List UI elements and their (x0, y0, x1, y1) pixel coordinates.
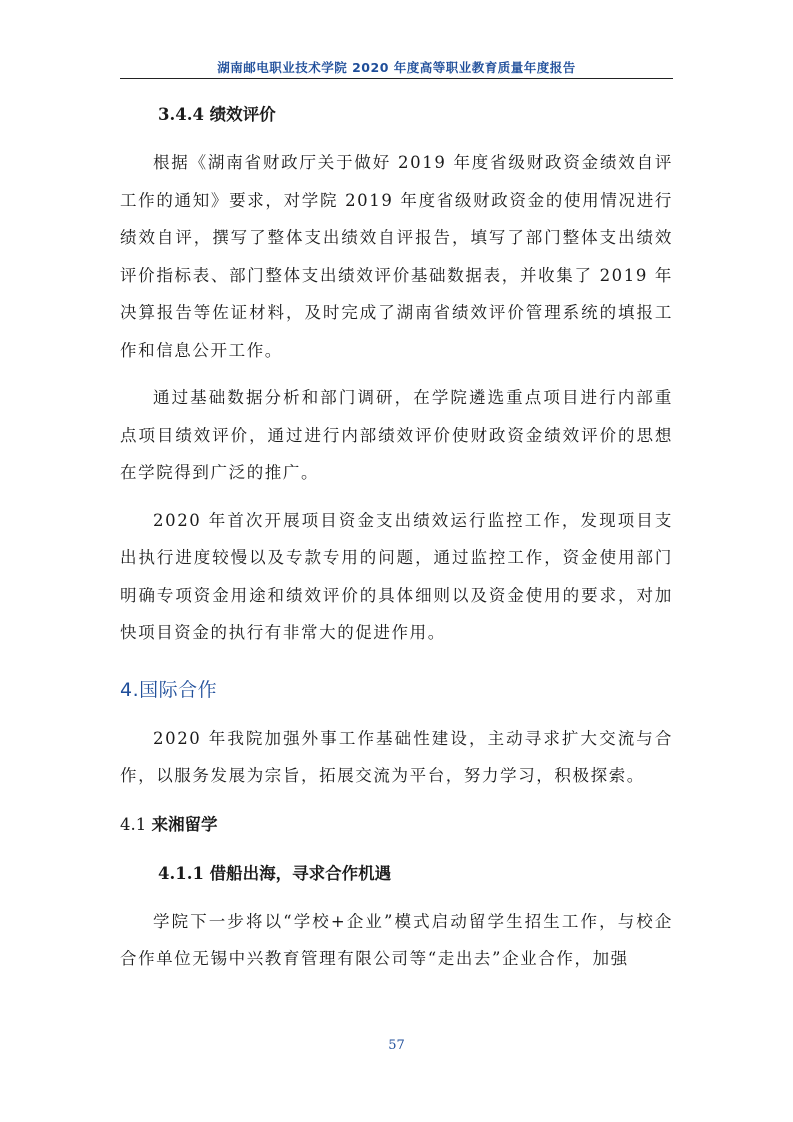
paragraph: 2020 年我院加强外事工作基础性建设，主动寻求扩大交流与合作，以服务发展为宗旨，拓展交流为平台，努力学习，积极探索。 (120, 728, 673, 785)
paragraph: 学院下一步将以“学校+企业”模式启动留学生招生工作，与校企合作单位无锡中兴教育管理有限公司等“走出去”企业合作，加强 (120, 911, 673, 968)
header-rule (120, 78, 673, 79)
paragraph: 根据《湖南省财政厅关于做好 2019 年度省级财政资金绩效自评工作的通知》要求，对学院 2019 年度省级财政资金的使用情况进行绩效自评，撰写了整体支出绩效自评报告，填写了部门整体支出绩效评价指标表、部门整体支出绩效评价基础数据表，并收集了 2019 年决算报告等佐证材料，及时完成了湖南省绩效评价管理系统的填报工作和信息公开工作。 (120, 153, 673, 360)
paragraph: 2020 年首次开展项目资金支出绩效运行监控工作，发现项目支出执行进度较慢以及专款专用的问题，通过监控工作，资金使用部门明确专项资金用途和绩效评价的具体细则以及资金使用的要求，对加快项目资金的执行有非常大的促进作用。 (120, 510, 673, 642)
page-body (120, 96, 673, 978)
page-number: 57 (388, 1038, 405, 1053)
running-header: 湖南邮电职业技术学院 2020 年度高等职业教育质量年度报告 (217, 60, 576, 75)
section-heading-4: 4.国际合作 (120, 678, 218, 701)
section-heading-3-4-4: 3.4.4 绩效评价 (158, 105, 276, 124)
section-heading-4-1-1: 4.1.1 借船出海，寻求合作机遇 (158, 863, 392, 883)
paragraph: 通过基础数据分析和部门调研，在学院遴选重点项目进行内部重点项目绩效评价，通过进行内部绩效评价使财政资金绩效评价的思想在学院得到广泛的推广。 (120, 388, 673, 482)
section-heading-4-1 (120, 805, 673, 845)
section-number: 4.1 (120, 814, 147, 834)
section-label: 来湘留学 (151, 814, 218, 834)
